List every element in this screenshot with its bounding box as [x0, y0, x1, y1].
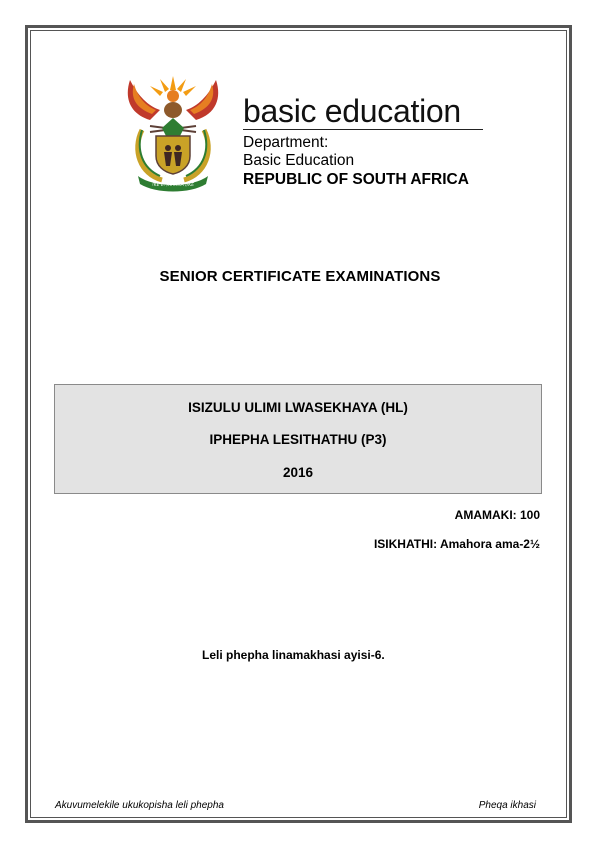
svg-text:!KE E: /XARRA //KE: !KE E: /XARRA //KE — [151, 183, 195, 188]
exam-time: ISIKHATHI: Amahora ama-2½ — [373, 537, 540, 551]
brand-department-label: Department: — [243, 134, 329, 151]
brand-country: REPUBLIC OF SOUTH AFRICA — [243, 171, 469, 188]
coat-of-arms-icon — [120, 70, 226, 194]
footer-turn-page: Pheqa ikhasi — [478, 800, 536, 811]
footer-copyright-note: Akuvumelekile ukukopisha leli phepha — [55, 800, 224, 811]
exam-heading: SENIOR CERTIFICATE EXAMINATIONS — [159, 268, 441, 285]
subject-paper: IPHEPHA LESITHATHU (P3) — [209, 432, 387, 447]
brand-block — [243, 92, 483, 189]
brand-department-name: Basic Education — [243, 152, 355, 169]
brand-name: basic education — [243, 93, 461, 129]
subject-year: 2016 — [282, 465, 314, 480]
subject-box — [54, 384, 542, 494]
total-marks: AMAMAKI: 100 — [454, 508, 540, 522]
page-count-note: Leli phepha linamakhasi ayisi-6. — [202, 648, 385, 662]
subject-title: ISIZULU ULIMI LWASEKHAYA (HL) — [188, 400, 408, 415]
